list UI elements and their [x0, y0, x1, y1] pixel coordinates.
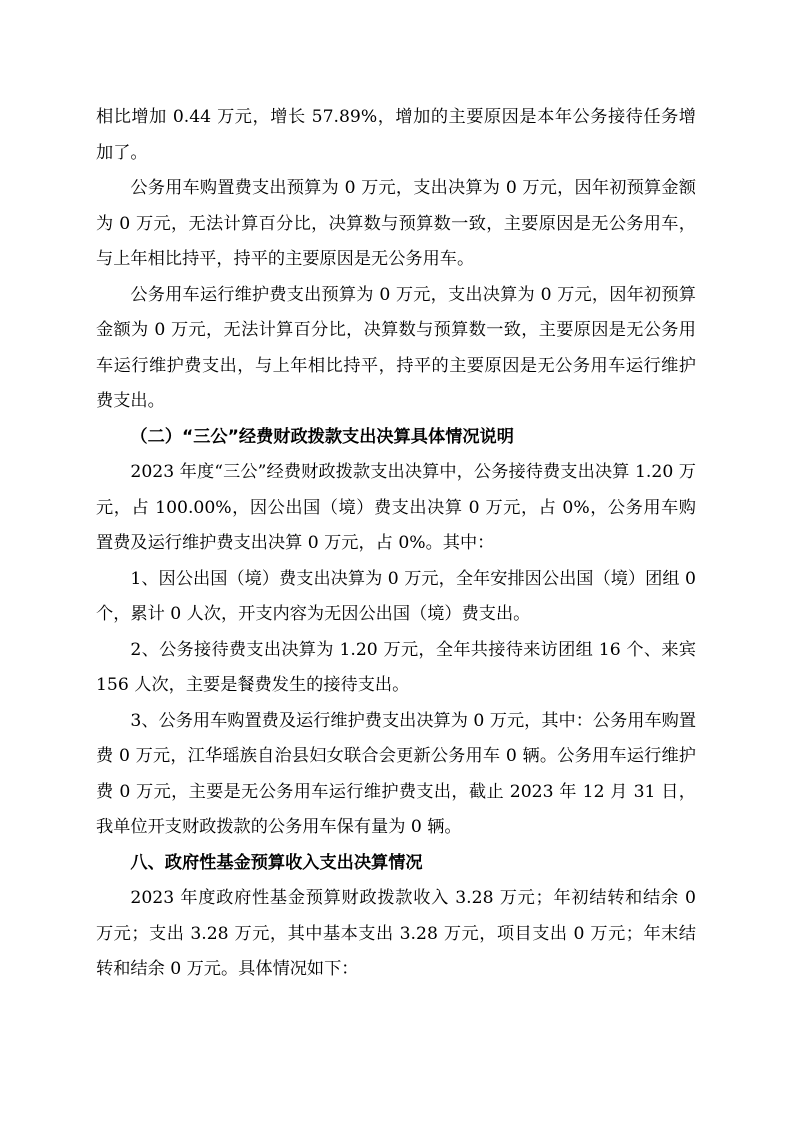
paragraph-reception-increase: 相比增加 0.44 万元，增长 57.89%，增加的主要原因是本年公务接待任务增加了。: [96, 107, 696, 163]
paragraph-overseas-travel: 1、因公出国（境）费支出决算为 0 万元，全年安排因公出国（境）团组 0 个，累计 0 人次，开支内容为无因公出国（境）费支出。: [96, 568, 696, 624]
paragraph-vehicle-maintenance: 公务用车运行维护费支出预算为 0 万元，支出决算为 0 万元，因年初预算金额为 0 万元，无法计算百分比，决算数与预算数一致，主要原因是无公务用车运行维护费支出，与上年相比持平，持平的主要原因是无公务用车运行维护费支出。: [96, 284, 696, 411]
paragraph-vehicle-costs: 3、公务用车购置费及运行维护费支出决算为 0 万元，其中：公务用车购置费 0 万元，江华瑶族自治县妇女联合会更新公务用车 0 辆。公务用车运行维护费 0 万元，主要是无公务用车运行维护费支出，截止 2023 年 12 月 31 日，我单位开支财政拨款的公务用车保有量为 0 辆。: [96, 710, 697, 837]
paragraph-official-reception: 2、公务接待费支出决算为 1.20 万元，全年共接待来访团组 16 个、来宾 156 人次，主要是餐费发生的接待支出。: [96, 639, 696, 695]
paragraph-three-public-summary: 2023 年度“三公”经费财政拨款支出决算中，公务接待费支出决算 1.20 万元，占 100.00%，因公出国（境）费支出决算 0 万元，占 0%，公务用车购置费及运行维护费支出决算 0 万元，占 0%。其中：: [96, 462, 696, 553]
document-page: [96, 100, 696, 988]
section-heading-government-fund: 八、政府性基金预算收入支出决算情况: [130, 852, 423, 873]
paragraph-vehicle-purchase: 公务用车购置费支出预算为 0 万元，支出决算为 0 万元，因年初预算金额为 0 万元，无法计算百分比，决算数与预算数一致，主要原因是无公务用车，与上年相比持平，持平的主要原因是无公务用车。: [96, 178, 696, 269]
section-heading-three-public: （二）“三公”经费财政拨款支出决算具体情况说明: [130, 426, 514, 447]
paragraph-government-fund-summary: 2023 年度政府性基金预算财政拨款收入 3.28 万元；年初结转和结余 0 万元；支出 3.28 万元，其中基本支出 3.28 万元，项目支出 0 万元；年末结转和结余 0 万元。具体情况如下：: [96, 888, 696, 979]
